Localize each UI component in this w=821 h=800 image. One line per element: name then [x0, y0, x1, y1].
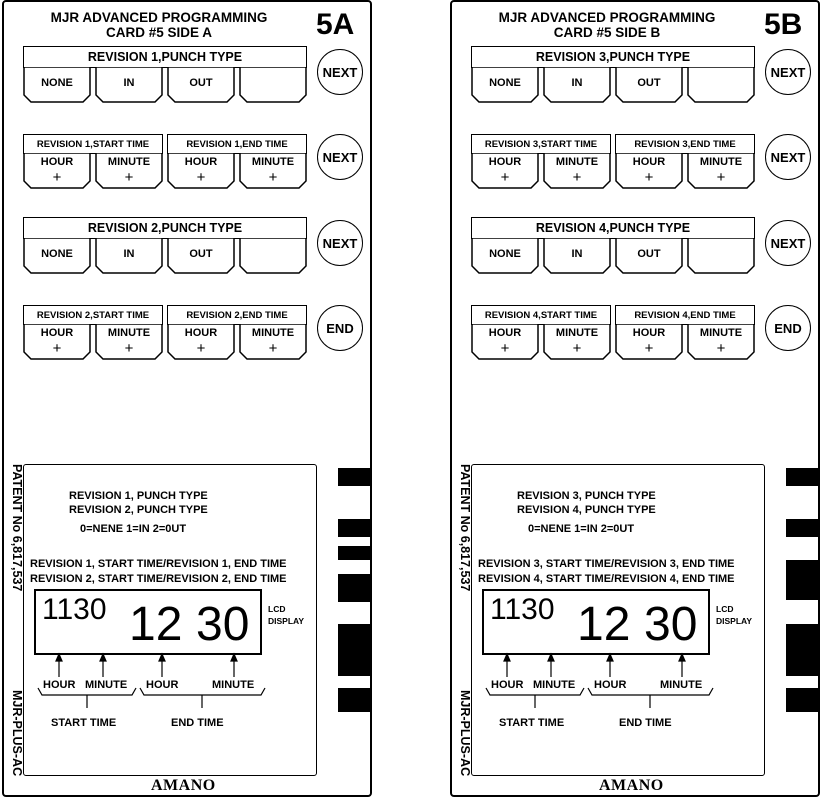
next-button[interactable]: NEXT — [765, 220, 811, 266]
lcd-line-2: REVISION 2, PUNCH TYPE — [69, 504, 208, 516]
minute-label: MINUTE — [85, 679, 128, 691]
revision-1-end-time-header: REVISION 1,END TIME — [167, 134, 307, 154]
big-digits-1: 12 — [577, 598, 631, 651]
end-minute-key[interactable]: MINUTE + — [687, 324, 755, 360]
registration-bar — [338, 546, 370, 560]
end-minute-key[interactable]: MINUTE + — [239, 324, 307, 360]
revision-3-end-time-header: REVISION 3,END TIME — [615, 134, 755, 154]
title-line-2: CARD #5 SIDE B — [553, 25, 661, 40]
lcd-panel — [471, 464, 765, 776]
revision-4-end-time-header: REVISION 4,END TIME — [615, 305, 755, 325]
out-key[interactable]: OUT — [615, 238, 683, 274]
card-title — [452, 10, 762, 40]
card-5a — [2, 0, 372, 797]
end-hour-key[interactable]: HOUR + — [615, 153, 683, 189]
end-hour-key[interactable]: HOUR + — [167, 324, 235, 360]
end-time-label: END TIME — [619, 717, 672, 729]
card-id: 5B — [764, 8, 803, 41]
start-hour-key[interactable]: HOUR + — [23, 153, 91, 189]
out-key[interactable]: OUT — [167, 238, 235, 274]
blank-key[interactable] — [687, 238, 755, 274]
registration-bar — [786, 560, 820, 600]
registration-bar — [786, 624, 820, 676]
end-minute-key[interactable]: MINUTE + — [239, 153, 307, 189]
model-text: MJR-PLUS-AC — [10, 690, 24, 777]
lcd-line-4: REVISION 2, START TIME/REVISION 2, END TIME — [30, 573, 287, 585]
start-hour-key[interactable]: HOUR + — [471, 153, 539, 189]
model-text: MJR-PLUS-AC — [458, 690, 472, 777]
lcd-line-3: REVISION 3, START TIME/REVISION 3, END TIME — [478, 558, 735, 570]
card-5b — [450, 0, 820, 797]
card-title — [4, 10, 314, 40]
registration-bar — [786, 519, 820, 537]
in-key[interactable]: IN — [95, 238, 163, 274]
patent-text: PATENT No 6,817,537 — [458, 464, 472, 592]
none-key[interactable]: NONE — [23, 67, 91, 103]
lcd-panel — [23, 464, 317, 776]
big-digits-2: 30 — [644, 598, 698, 651]
lcd-legend: 0=NENE 1=IN 2=0UT — [528, 523, 635, 535]
lcd-label: LCD DISPLAY — [268, 604, 305, 626]
minute-label: MINUTE — [212, 679, 255, 691]
next-button[interactable]: NEXT — [765, 134, 811, 180]
amano-logo: AMANO — [151, 777, 216, 794]
revision-3-punch-type-header: REVISION 3,PUNCH TYPE — [471, 46, 755, 68]
start-minute-key[interactable]: MINUTE + — [543, 324, 611, 360]
revision-4-punch-type-header: REVISION 4,PUNCH TYPE — [471, 217, 755, 239]
patent-text: PATENT No 6,817,537 — [10, 464, 24, 592]
revision-1-start-time-header: REVISION 1,START TIME — [23, 134, 163, 154]
end-hour-key[interactable]: HOUR + — [615, 324, 683, 360]
blank-key[interactable] — [239, 238, 307, 274]
revision-3-start-time-header: REVISION 3,START TIME — [471, 134, 611, 154]
minute-label: MINUTE — [533, 679, 576, 691]
registration-bar — [786, 688, 820, 712]
hour-label: HOUR — [491, 679, 524, 691]
end-button[interactable]: END — [317, 305, 363, 351]
hour-label: HOUR — [594, 679, 627, 691]
next-button[interactable]: NEXT — [765, 49, 811, 95]
card-id: 5A — [316, 8, 355, 41]
out-key[interactable]: OUT — [167, 67, 235, 103]
blank-key[interactable] — [239, 67, 307, 103]
end-minute-key[interactable]: MINUTE + — [687, 153, 755, 189]
next-button[interactable]: NEXT — [317, 134, 363, 180]
registration-bar — [338, 688, 370, 712]
registration-bar — [338, 468, 370, 486]
next-button[interactable]: NEXT — [317, 49, 363, 95]
registration-bar — [338, 624, 370, 676]
lcd-line-3: REVISION 1, START TIME/REVISION 1, END TIME — [30, 558, 287, 570]
start-minute-key[interactable]: MINUTE + — [543, 153, 611, 189]
hour-label: HOUR — [43, 679, 76, 691]
revision-2-punch-type-header: REVISION 2,PUNCH TYPE — [23, 217, 307, 239]
none-key[interactable]: NONE — [23, 238, 91, 274]
lcd-line-2: REVISION 4, PUNCH TYPE — [517, 504, 656, 516]
lcd-legend: 0=NENE 1=IN 2=0UT — [80, 523, 187, 535]
in-key[interactable]: IN — [543, 238, 611, 274]
amano-logo: AMANO — [599, 777, 664, 794]
in-key[interactable]: IN — [95, 67, 163, 103]
revision-2-end-time-header: REVISION 2,END TIME — [167, 305, 307, 325]
big-digits-2: 30 — [196, 598, 250, 651]
revision-2-start-time-header: REVISION 2,START TIME — [23, 305, 163, 325]
lcd-line-1: REVISION 1, PUNCH TYPE — [69, 490, 208, 502]
minute-label: MINUTE — [660, 679, 703, 691]
start-hour-key[interactable]: HOUR + — [471, 324, 539, 360]
revision-4-start-time-header: REVISION 4,START TIME — [471, 305, 611, 325]
in-key[interactable]: IN — [543, 67, 611, 103]
revision-1-punch-type-header: REVISION 1,PUNCH TYPE — [23, 46, 307, 68]
end-hour-key[interactable]: HOUR + — [167, 153, 235, 189]
title-line-2: CARD #5 SIDE A — [105, 25, 213, 40]
hour-label: HOUR — [146, 679, 179, 691]
small-digits: 1130 — [42, 593, 107, 626]
start-hour-key[interactable]: HOUR + — [23, 324, 91, 360]
small-digits: 1130 — [490, 593, 555, 626]
big-digits-1: 12 — [129, 598, 183, 651]
registration-bar — [338, 574, 370, 602]
blank-key[interactable] — [687, 67, 755, 103]
lcd-line-1: REVISION 3, PUNCH TYPE — [517, 490, 656, 502]
out-key[interactable]: OUT — [615, 67, 683, 103]
start-time-label: START TIME — [499, 717, 565, 729]
registration-bar — [338, 519, 370, 537]
none-key[interactable]: NONE — [471, 238, 539, 274]
title-line-1: MJR ADVANCED PROGRAMMING — [50, 10, 268, 25]
title-line-1: MJR ADVANCED PROGRAMMING — [498, 10, 716, 25]
start-minute-key[interactable]: MINUTE + — [95, 324, 163, 360]
none-key[interactable]: NONE — [471, 67, 539, 103]
registration-bar — [786, 468, 820, 486]
next-button[interactable]: NEXT — [317, 220, 363, 266]
start-minute-key[interactable]: MINUTE + — [95, 153, 163, 189]
start-time-label: START TIME — [51, 717, 117, 729]
lcd-line-4: REVISION 4, START TIME/REVISION 4, END TIME — [478, 573, 735, 585]
lcd-label: LCD DISPLAY — [716, 604, 753, 626]
end-time-label: END TIME — [171, 717, 224, 729]
end-button[interactable]: END — [765, 305, 811, 351]
